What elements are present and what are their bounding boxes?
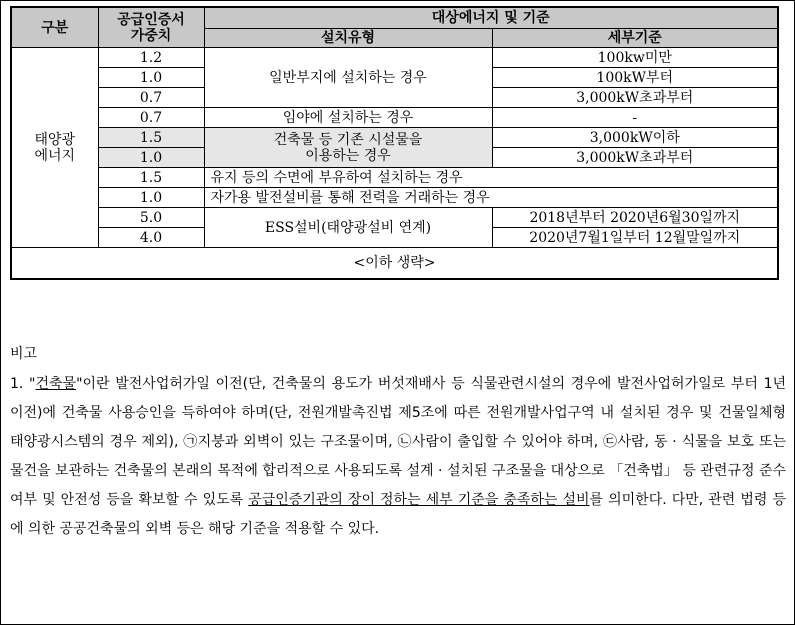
notes-paragraph xyxy=(10,370,786,544)
detail-cell: 100kW부터 xyxy=(492,68,778,88)
weight-cell: 1.0 xyxy=(98,188,204,208)
weight-cell: 1.2 xyxy=(98,48,204,68)
weight-cell: 1.0 xyxy=(98,148,204,168)
weight-cell: 1.0 xyxy=(98,68,204,88)
weight-table xyxy=(10,6,779,280)
category-line1: 태양광 xyxy=(34,131,76,148)
weight-cell: 1.5 xyxy=(98,168,204,188)
weight-cell: 0.7 xyxy=(98,88,204,108)
header-target-energy: 대상에너지 및 기준 xyxy=(204,7,778,29)
header-detail-criteria: 세부기준 xyxy=(492,29,778,48)
detail-cell: - xyxy=(492,108,778,128)
detail-cell: 100kw미만 xyxy=(492,48,778,68)
type-forest: 임야에 설치하는 경우 xyxy=(204,108,492,128)
type-general: 일반부지에 설치하는 경우 xyxy=(204,48,492,108)
header-install-type: 설치유형 xyxy=(204,29,492,48)
notes-title: 비고 xyxy=(10,346,38,362)
type-self-use: 자가용 발전설비를 통해 전력을 거래하는 경우 xyxy=(204,188,778,208)
notes-underlined-criteria: 공급인증기관의 장이 정하는 세부 기준을 충족하는 설비 xyxy=(248,492,590,508)
weight-cell: 4.0 xyxy=(98,228,204,248)
type-floating: 유지 등의 수면에 부유하여 설치하는 경우 xyxy=(204,168,778,188)
notes-text-start: 1. " xyxy=(10,376,36,392)
category-solar xyxy=(11,48,98,248)
detail-cell: 3,000kW초과부터 xyxy=(492,88,778,108)
type-ess: ESS설비(태양광설비 연계) xyxy=(204,208,492,248)
notes-term-building: 건축물 xyxy=(35,376,77,392)
detail-cell: 3,000kW이하 xyxy=(492,128,778,148)
header-weight xyxy=(98,7,204,48)
notes-text-middle: "이란 발전사업허가일 이전(단, 건축물의 용도가 버섯재배사 등 식물관련시설의 경우에 발전사업허가일로 부터 1년 이전)에 건축물 사용승인을 득하여야 하며(단, 전원개발촉진법 제5조에 따른 전원개발사업구역 내 설치된 경우 및 건물일체형 태양광시스템의 경우 제외), ㉠지붕과 외벽이 있는 구조물이며, ㉡사람이 출입할 수 있어야 하며, ㉢사람, 동 · 식물을 보호 또는 물건을 보관하는 건축물의 본래의 목적에 합리적으로 사용되도록 설계 · 설치된 구조물을 대상으로 「건축법」 등 관련규정 준수여부 및 안전성 등을 확보할 수 있도록 xyxy=(10,376,787,508)
category-line2: 에너지 xyxy=(34,147,76,164)
weight-cell: 1.5 xyxy=(98,128,204,148)
type-building-line2: 이용하는 경우 xyxy=(305,147,391,164)
header-category: 구분 xyxy=(11,7,98,48)
detail-cell: 2020년7월1일부터 12월말일까지 xyxy=(492,228,778,248)
type-building xyxy=(204,128,492,168)
detail-cell: 3,000kW초과부터 xyxy=(492,148,778,168)
table-footer-omitted: <이하 생략> xyxy=(11,248,778,280)
detail-cell: 2018년부터 2020년6월30일까지 xyxy=(492,208,778,228)
header-weight-line2: 가중치 xyxy=(130,27,172,44)
notes-text-end: 를 의미한다. 다만, 관련 법령 등에 의한 공공건축물의 외벽 등은 해당 기준을 적용할 수 있다. xyxy=(10,492,786,537)
weight-cell: 0.7 xyxy=(98,108,204,128)
type-building-line1: 건축물 등 기존 시설물을 xyxy=(273,131,423,148)
header-weight-line1: 공급인증서 xyxy=(117,11,185,28)
weight-cell: 5.0 xyxy=(98,208,204,228)
